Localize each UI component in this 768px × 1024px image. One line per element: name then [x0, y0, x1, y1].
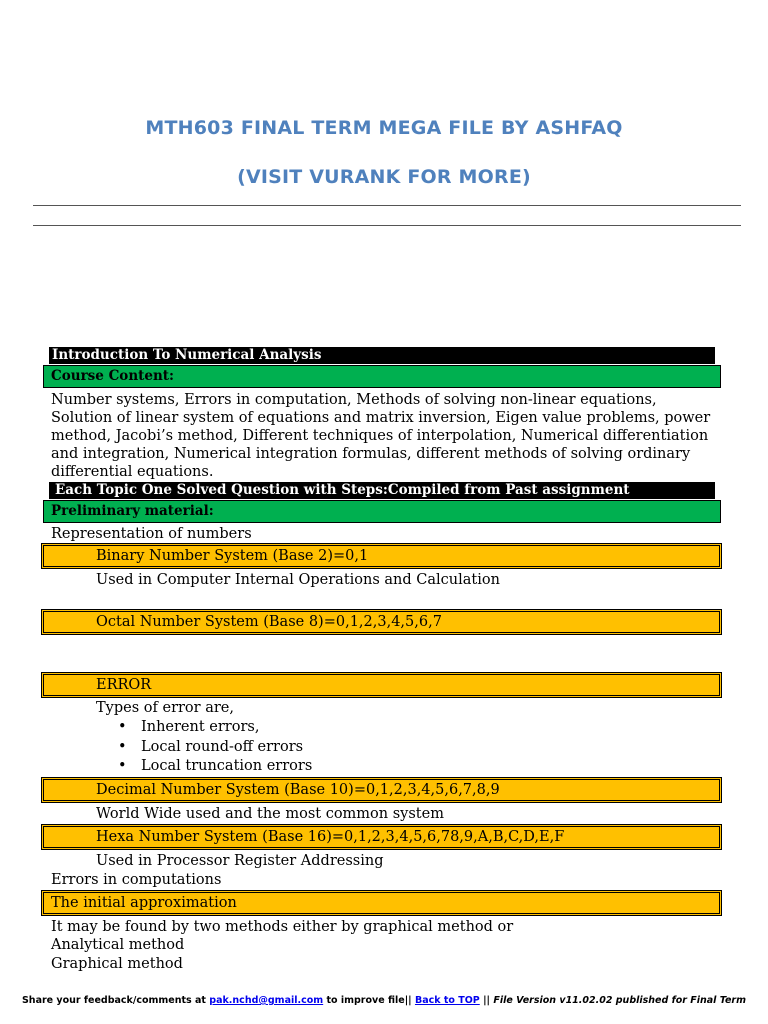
decimal-text: Decimal Number System (Base 10)=0,1,2,3,4,5,6,7,8,9 [96, 782, 500, 798]
course-content-label: Course Content: [43, 365, 721, 388]
error-box [41, 672, 722, 698]
method-line-1: It may be found by two methods either by graphical method or [51, 919, 514, 935]
binary-text: Binary Number System (Base 2)=0,1 [96, 548, 369, 564]
error-text: ERROR [96, 677, 152, 693]
footer-separator: || [479, 995, 494, 1006]
bullet-icon: • [118, 719, 127, 735]
method-line-3: Graphical method [51, 956, 183, 972]
method-line-2: Analytical method [51, 937, 185, 953]
initial-approx-box [41, 890, 722, 916]
error-types-intro: Types of error are, [96, 700, 234, 716]
email-link[interactable]: pak.nchd@gmail.com [209, 995, 324, 1006]
octal-box [41, 609, 722, 635]
document-title: MTH603 FINAL TERM MEGA FILE BY ASHFAQ [145, 117, 623, 139]
octal-text: Octal Number System (Base 8)=0,1,2,3,4,5,6,7 [96, 614, 442, 630]
errors-in-computations: Errors in computations [51, 872, 222, 888]
divider-top [33, 205, 741, 206]
back-to-top-link[interactable]: Back to TOP [414, 995, 480, 1006]
footer-middle: to improve file|| [323, 995, 415, 1006]
bullet-icon: • [118, 738, 127, 755]
preliminary-label: Preliminary material: [43, 500, 721, 523]
list-item: • Local round-off errors [96, 738, 312, 758]
page-footer [0, 995, 768, 1006]
document-subtitle: (VISIT VURANK FOR MORE) [237, 166, 531, 188]
course-content-text: Number systems, Errors in computation, Methods of solving non-linear equations, Solution of linear system of equations and matrix inversion, Eigen value problems, power method, Jacobi’s method, Different techniques of interpolation, Numerical differentiation and integration, Numerical integration formulas, different methods of solving ordinary differential equations. [51, 392, 711, 480]
bullet-icon: • [118, 758, 127, 775]
binary-note: Used in Computer Internal Operations and Calculation [96, 572, 500, 588]
file-version: File Version v11.02.02 published for Final Term [493, 995, 747, 1006]
list-item: • Local truncation errors [96, 757, 312, 777]
section-heading: Each Topic One Solved Question with Steps:Compiled from Past assignment [49, 482, 715, 499]
hexa-text: Hexa Number System (Base 16)=0,1,2,3,4,5,6,78,9,A,B,C,D,E,F [96, 829, 565, 845]
hexa-box [41, 824, 722, 850]
representation-text: Representation of numbers [51, 526, 252, 542]
list-item: • Inherent errors, [96, 718, 312, 738]
footer-prefix: Share your feedback/comments at [21, 995, 210, 1006]
binary-box [41, 543, 722, 569]
intro-heading: Introduction To Numerical Analysis [49, 347, 715, 364]
initial-approx-text: The initial approximation [51, 895, 237, 911]
decimal-box [41, 777, 722, 803]
hexa-note: Used in Processor Register Addressing [96, 853, 384, 869]
error-types-list [96, 718, 312, 777]
decimal-note: World Wide used and the most common system [96, 806, 444, 822]
divider-bottom [33, 225, 741, 226]
